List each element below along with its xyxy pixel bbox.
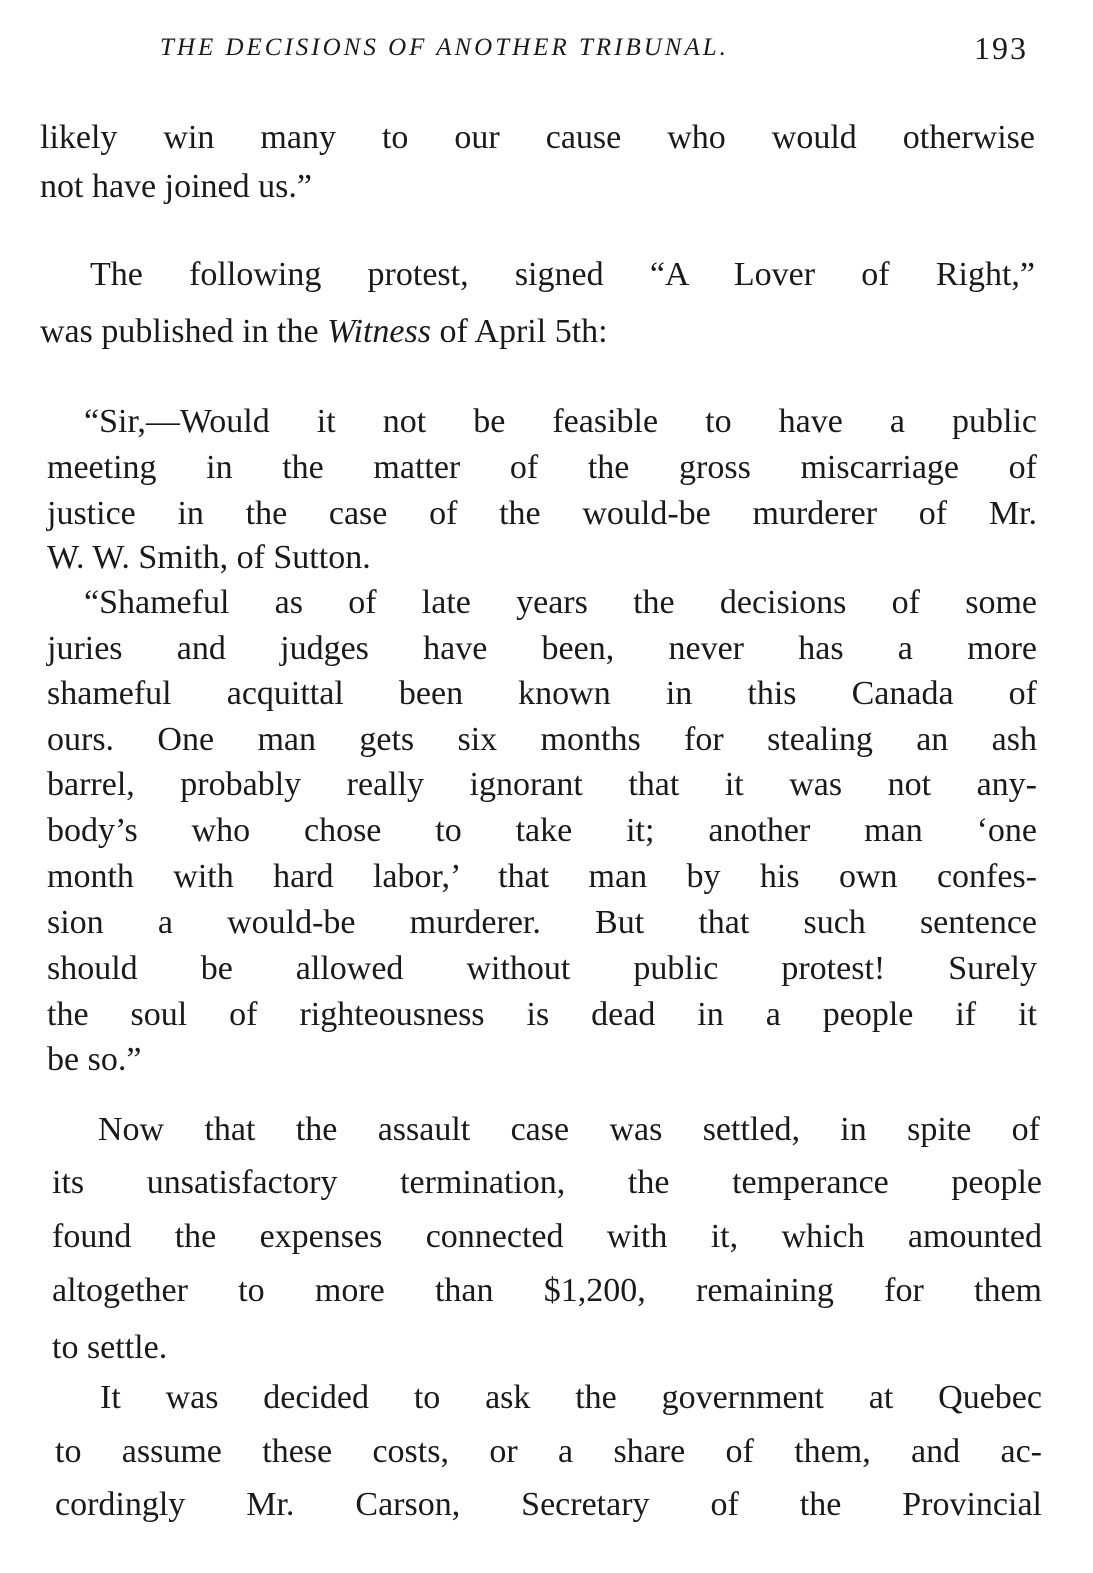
text-line: It was decided to ask the government at Quebec xyxy=(100,1379,1042,1416)
quoted-line: month with hard labor,’ that man by his own confes- xyxy=(47,858,1037,895)
newspaper-title: Witness xyxy=(327,313,431,350)
text-line: to settle. xyxy=(52,1329,168,1366)
text-line: to assume these costs, or a share of them, and ac- xyxy=(55,1433,1042,1470)
quoted-line: meeting in the matter of the gross miscarriage of xyxy=(47,449,1037,486)
quoted-line: juries and judges have been, never has a more xyxy=(47,630,1037,667)
quoted-line: the soul of righteousness is dead in a people if it xyxy=(47,996,1037,1033)
text-fragment: was published in the xyxy=(40,313,328,350)
text-line: likely win many to our cause who would otherwise xyxy=(40,119,1035,156)
running-head xyxy=(160,30,1040,70)
quoted-line: should be allowed without public protest! Surely xyxy=(47,950,1037,987)
quoted-line: barrel, probably really ignorant that it was not any- xyxy=(47,766,1037,803)
text-line: cordingly Mr. Carson, Secretary of the Provincial xyxy=(55,1486,1042,1523)
running-head-title: THE DECISIONS OF ANOTHER TRIBUNAL. xyxy=(160,34,729,61)
quoted-line: W. W. Smith, of Sutton. xyxy=(47,539,371,576)
quoted-line: body’s who chose to take it; another man ‘one xyxy=(47,812,1037,849)
text-line: altogether to more than $1,200, remaining for them xyxy=(52,1272,1042,1309)
quoted-line: “Shameful as of late years the decisions of some xyxy=(84,584,1037,621)
text-line xyxy=(40,312,1035,352)
quoted-line: justice in the case of the would-be murderer of Mr. xyxy=(47,495,1037,532)
quoted-line: shameful acquittal been known in this Canada of xyxy=(47,675,1037,712)
quoted-line: “Sir,—Would it not be feasible to have a public xyxy=(84,403,1037,440)
page-number: 193 xyxy=(974,30,1028,66)
text-fragment: of April 5th: xyxy=(430,313,608,350)
text-line: found the expenses connected with it, which amounted xyxy=(52,1218,1042,1255)
text-line: its unsatisfactory termination, the temperance people xyxy=(52,1164,1042,1201)
text-line: not have joined us.” xyxy=(40,168,312,205)
text-line: Now that the assault case was settled, in spite of xyxy=(98,1111,1040,1148)
quoted-line: ours. One man gets six months for stealing an ash xyxy=(47,721,1037,758)
quoted-line: be so.” xyxy=(47,1041,142,1078)
text-line: The following protest, signed “A Lover of Right,” xyxy=(90,256,1035,293)
quoted-line: sion a would-be murderer. But that such sentence xyxy=(47,904,1037,941)
